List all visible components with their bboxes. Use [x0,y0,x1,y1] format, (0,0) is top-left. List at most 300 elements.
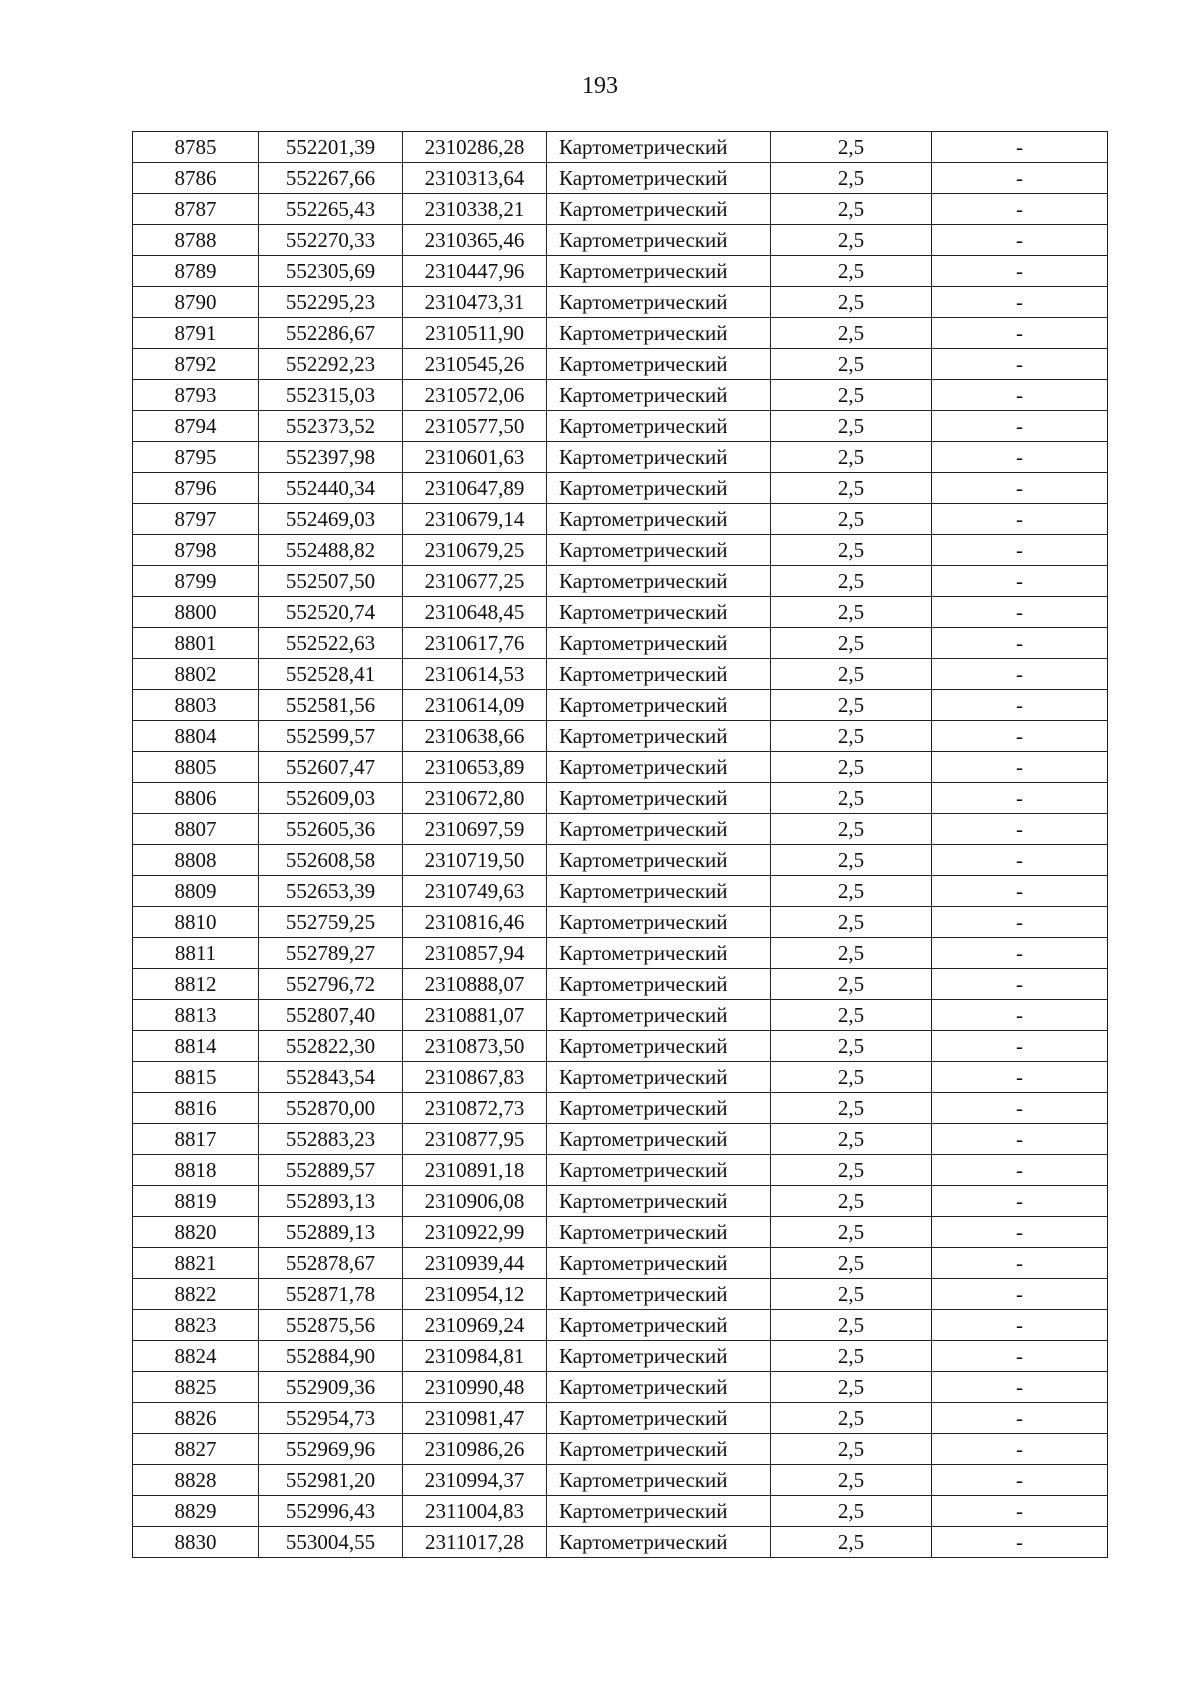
y-coordinate-cell: 2310857,94 [403,938,547,969]
y-coordinate-cell: 2310638,66 [403,721,547,752]
table-row [133,225,1108,256]
method-cell: Картометрический [547,163,771,194]
table-row [133,659,1108,690]
y-coordinate-cell: 2311004,83 [403,1496,547,1527]
y-coordinate-cell: 2310969,24 [403,1310,547,1341]
note-cell: - [932,721,1108,752]
point-number-cell: 8830 [133,1527,259,1558]
point-number-cell: 8800 [133,597,259,628]
x-coordinate-cell: 552796,72 [259,969,403,1000]
note-cell: - [932,1248,1108,1279]
accuracy-cell: 2,5 [771,814,932,845]
x-coordinate-cell: 552292,23 [259,349,403,380]
table-row [133,566,1108,597]
accuracy-cell: 2,5 [771,845,932,876]
method-cell: Картометрический [547,783,771,814]
y-coordinate-cell: 2310984,81 [403,1341,547,1372]
note-cell: - [932,380,1108,411]
point-number-cell: 8794 [133,411,259,442]
note-cell: - [932,535,1108,566]
y-coordinate-cell: 2310954,12 [403,1279,547,1310]
y-coordinate-cell: 2310677,25 [403,566,547,597]
accuracy-cell: 2,5 [771,659,932,690]
table-row [133,1310,1108,1341]
x-coordinate-cell: 552270,33 [259,225,403,256]
x-coordinate-cell: 552875,56 [259,1310,403,1341]
table-row [133,1527,1108,1558]
accuracy-cell: 2,5 [771,504,932,535]
method-cell: Картометрический [547,1279,771,1310]
x-coordinate-cell: 552608,58 [259,845,403,876]
accuracy-cell: 2,5 [771,225,932,256]
point-number-cell: 8791 [133,318,259,349]
y-coordinate-cell: 2310647,89 [403,473,547,504]
method-cell: Картометрический [547,1434,771,1465]
table-row [133,349,1108,380]
note-cell: - [932,845,1108,876]
note-cell: - [932,1279,1108,1310]
point-number-cell: 8829 [133,1496,259,1527]
accuracy-cell: 2,5 [771,1062,932,1093]
accuracy-cell: 2,5 [771,1093,932,1124]
accuracy-cell: 2,5 [771,473,932,504]
accuracy-cell: 2,5 [771,1434,932,1465]
point-number-cell: 8796 [133,473,259,504]
y-coordinate-cell: 2310614,09 [403,690,547,721]
point-number-cell: 8792 [133,349,259,380]
y-coordinate-cell: 2310990,48 [403,1372,547,1403]
accuracy-cell: 2,5 [771,1124,932,1155]
point-number-cell: 8828 [133,1465,259,1496]
accuracy-cell: 2,5 [771,1186,932,1217]
point-number-cell: 8790 [133,287,259,318]
point-number-cell: 8827 [133,1434,259,1465]
y-coordinate-cell: 2310511,90 [403,318,547,349]
accuracy-cell: 2,5 [771,1403,932,1434]
table-row [133,969,1108,1000]
accuracy-cell: 2,5 [771,256,932,287]
method-cell: Картометрический [547,1217,771,1248]
x-coordinate-cell: 552759,25 [259,907,403,938]
y-coordinate-cell: 2310365,46 [403,225,547,256]
y-coordinate-cell: 2310653,89 [403,752,547,783]
accuracy-cell: 2,5 [771,628,932,659]
y-coordinate-cell: 2310338,21 [403,194,547,225]
point-number-cell: 8788 [133,225,259,256]
accuracy-cell: 2,5 [771,690,932,721]
method-cell: Картометрический [547,1093,771,1124]
table-row [133,256,1108,287]
point-number-cell: 8820 [133,1217,259,1248]
y-coordinate-cell: 2310577,50 [403,411,547,442]
accuracy-cell: 2,5 [771,411,932,442]
note-cell: - [932,1341,1108,1372]
page-number: 193 [582,73,618,99]
method-cell: Картометрический [547,504,771,535]
table-row [133,1000,1108,1031]
point-number-cell: 8810 [133,907,259,938]
x-coordinate-cell: 552996,43 [259,1496,403,1527]
note-cell: - [932,1093,1108,1124]
table-row [133,380,1108,411]
y-coordinate-cell: 2310614,53 [403,659,547,690]
accuracy-cell: 2,5 [771,1341,932,1372]
point-number-cell: 8786 [133,163,259,194]
method-cell: Картометрический [547,194,771,225]
x-coordinate-cell: 552807,40 [259,1000,403,1031]
note-cell: - [932,1372,1108,1403]
accuracy-cell: 2,5 [771,349,932,380]
point-number-cell: 8802 [133,659,259,690]
method-cell: Картометрический [547,628,771,659]
point-number-cell: 8807 [133,814,259,845]
y-coordinate-cell: 2310872,73 [403,1093,547,1124]
method-cell: Картометрический [547,1124,771,1155]
point-number-cell: 8787 [133,194,259,225]
method-cell: Картометрический [547,411,771,442]
x-coordinate-cell: 552305,69 [259,256,403,287]
accuracy-cell: 2,5 [771,1031,932,1062]
x-coordinate-cell: 552469,03 [259,504,403,535]
table-row [133,628,1108,659]
table-row [133,876,1108,907]
method-cell: Картометрический [547,442,771,473]
method-cell: Картометрический [547,1465,771,1496]
method-cell: Картометрический [547,256,771,287]
note-cell: - [932,1062,1108,1093]
y-coordinate-cell: 2310672,80 [403,783,547,814]
note-cell: - [932,783,1108,814]
note-cell: - [932,1000,1108,1031]
x-coordinate-cell: 552599,57 [259,721,403,752]
y-coordinate-cell: 2310816,46 [403,907,547,938]
x-coordinate-cell: 552893,13 [259,1186,403,1217]
note-cell: - [932,132,1108,163]
y-coordinate-cell: 2310572,06 [403,380,547,411]
note-cell: - [932,814,1108,845]
method-cell: Картометрический [547,132,771,163]
y-coordinate-cell: 2310981,47 [403,1403,547,1434]
method-cell: Картометрический [547,1372,771,1403]
point-number-cell: 8799 [133,566,259,597]
note-cell: - [932,349,1108,380]
point-number-cell: 8805 [133,752,259,783]
x-coordinate-cell: 552581,56 [259,690,403,721]
note-cell: - [932,163,1108,194]
method-cell: Картометрический [547,535,771,566]
y-coordinate-cell: 2310617,76 [403,628,547,659]
note-cell: - [932,318,1108,349]
y-coordinate-cell: 2310873,50 [403,1031,547,1062]
method-cell: Картометрический [547,814,771,845]
method-cell: Картометрический [547,1000,771,1031]
accuracy-cell: 2,5 [771,969,932,1000]
method-cell: Картометрический [547,1496,771,1527]
accuracy-cell: 2,5 [771,194,932,225]
accuracy-cell: 2,5 [771,1527,932,1558]
method-cell: Картометрический [547,287,771,318]
point-number-cell: 8811 [133,938,259,969]
x-coordinate-cell: 552507,50 [259,566,403,597]
method-cell: Картометрический [547,876,771,907]
table-row [133,1124,1108,1155]
point-number-cell: 8815 [133,1062,259,1093]
accuracy-cell: 2,5 [771,1279,932,1310]
method-cell: Картометрический [547,845,771,876]
y-coordinate-cell: 2310679,25 [403,535,547,566]
accuracy-cell: 2,5 [771,907,932,938]
note-cell: - [932,473,1108,504]
table-row [133,163,1108,194]
table-row [133,411,1108,442]
accuracy-cell: 2,5 [771,1217,932,1248]
table-row [133,938,1108,969]
x-coordinate-cell: 552871,78 [259,1279,403,1310]
x-coordinate-cell: 552267,66 [259,163,403,194]
table-row [133,194,1108,225]
accuracy-cell: 2,5 [771,597,932,628]
x-coordinate-cell: 552286,67 [259,318,403,349]
point-number-cell: 8785 [133,132,259,163]
y-coordinate-cell: 2310877,95 [403,1124,547,1155]
accuracy-cell: 2,5 [771,721,932,752]
y-coordinate-cell: 2310286,28 [403,132,547,163]
table-row [133,1031,1108,1062]
table-row [133,1434,1108,1465]
table-row [133,1093,1108,1124]
accuracy-cell: 2,5 [771,1000,932,1031]
x-coordinate-cell: 552884,90 [259,1341,403,1372]
x-coordinate-cell: 552843,54 [259,1062,403,1093]
table-row [133,752,1108,783]
note-cell: - [932,1155,1108,1186]
point-number-cell: 8806 [133,783,259,814]
coordinates-table [132,131,1108,1558]
note-cell: - [932,1031,1108,1062]
point-number-cell: 8801 [133,628,259,659]
method-cell: Картометрический [547,1310,771,1341]
y-coordinate-cell: 2310473,31 [403,287,547,318]
note-cell: - [932,225,1108,256]
table-row [133,814,1108,845]
note-cell: - [932,690,1108,721]
note-cell: - [932,1124,1108,1155]
accuracy-cell: 2,5 [771,380,932,411]
accuracy-cell: 2,5 [771,1465,932,1496]
accuracy-cell: 2,5 [771,752,932,783]
table-row [133,287,1108,318]
accuracy-cell: 2,5 [771,132,932,163]
method-cell: Картометрический [547,907,771,938]
point-number-cell: 8797 [133,504,259,535]
method-cell: Картометрический [547,752,771,783]
note-cell: - [932,287,1108,318]
x-coordinate-cell: 552889,57 [259,1155,403,1186]
x-coordinate-cell: 552789,27 [259,938,403,969]
table-row [133,132,1108,163]
table-row [133,1465,1108,1496]
x-coordinate-cell: 552373,52 [259,411,403,442]
note-cell: - [932,876,1108,907]
accuracy-cell: 2,5 [771,535,932,566]
x-coordinate-cell: 552969,96 [259,1434,403,1465]
table-row [133,721,1108,752]
method-cell: Картометрический [547,225,771,256]
point-number-cell: 8825 [133,1372,259,1403]
point-number-cell: 8816 [133,1093,259,1124]
accuracy-cell: 2,5 [771,876,932,907]
method-cell: Картометрический [547,473,771,504]
x-coordinate-cell: 552605,36 [259,814,403,845]
y-coordinate-cell: 2310749,63 [403,876,547,907]
accuracy-cell: 2,5 [771,1155,932,1186]
note-cell: - [932,1403,1108,1434]
note-cell: - [932,1217,1108,1248]
y-coordinate-cell: 2310867,83 [403,1062,547,1093]
accuracy-cell: 2,5 [771,1496,932,1527]
table-row [133,1496,1108,1527]
method-cell: Картометрический [547,1155,771,1186]
x-coordinate-cell: 552609,03 [259,783,403,814]
note-cell: - [932,969,1108,1000]
x-coordinate-cell: 552397,98 [259,442,403,473]
x-coordinate-cell: 552981,20 [259,1465,403,1496]
point-number-cell: 8823 [133,1310,259,1341]
y-coordinate-cell: 2311017,28 [403,1527,547,1558]
method-cell: Картометрический [547,380,771,411]
table-row [133,783,1108,814]
method-cell: Картометрический [547,938,771,969]
accuracy-cell: 2,5 [771,163,932,194]
note-cell: - [932,566,1108,597]
table-row [133,845,1108,876]
method-cell: Картометрический [547,659,771,690]
x-coordinate-cell: 552520,74 [259,597,403,628]
accuracy-cell: 2,5 [771,287,932,318]
x-coordinate-cell: 552883,23 [259,1124,403,1155]
table-row [133,597,1108,628]
x-coordinate-cell: 552201,39 [259,132,403,163]
point-number-cell: 8789 [133,256,259,287]
table-row [133,1403,1108,1434]
x-coordinate-cell: 552822,30 [259,1031,403,1062]
accuracy-cell: 2,5 [771,1310,932,1341]
note-cell: - [932,938,1108,969]
x-coordinate-cell: 553004,55 [259,1527,403,1558]
table-row [133,1186,1108,1217]
method-cell: Картометрический [547,690,771,721]
note-cell: - [932,659,1108,690]
y-coordinate-cell: 2310697,59 [403,814,547,845]
table-row [133,504,1108,535]
x-coordinate-cell: 552265,43 [259,194,403,225]
accuracy-cell: 2,5 [771,1372,932,1403]
x-coordinate-cell: 552889,13 [259,1217,403,1248]
table-row [133,1248,1108,1279]
method-cell: Картометрический [547,1403,771,1434]
y-coordinate-cell: 2310888,07 [403,969,547,1000]
note-cell: - [932,1186,1108,1217]
table-row [133,907,1108,938]
point-number-cell: 8813 [133,1000,259,1031]
y-coordinate-cell: 2310986,26 [403,1434,547,1465]
y-coordinate-cell: 2310679,14 [403,504,547,535]
x-coordinate-cell: 552607,47 [259,752,403,783]
method-cell: Картометрический [547,597,771,628]
accuracy-cell: 2,5 [771,566,932,597]
method-cell: Картометрический [547,1527,771,1558]
note-cell: - [932,1527,1108,1558]
x-coordinate-cell: 552315,03 [259,380,403,411]
note-cell: - [932,752,1108,783]
note-cell: - [932,1434,1108,1465]
point-number-cell: 8795 [133,442,259,473]
point-number-cell: 8822 [133,1279,259,1310]
point-number-cell: 8819 [133,1186,259,1217]
x-coordinate-cell: 552653,39 [259,876,403,907]
x-coordinate-cell: 552909,36 [259,1372,403,1403]
accuracy-cell: 2,5 [771,318,932,349]
point-number-cell: 8808 [133,845,259,876]
method-cell: Картометрический [547,1248,771,1279]
table-body [133,132,1108,1558]
method-cell: Картометрический [547,1186,771,1217]
note-cell: - [932,194,1108,225]
x-coordinate-cell: 552528,41 [259,659,403,690]
table-row [133,1341,1108,1372]
point-number-cell: 8793 [133,380,259,411]
note-cell: - [932,504,1108,535]
point-number-cell: 8817 [133,1124,259,1155]
point-number-cell: 8804 [133,721,259,752]
table-row [133,690,1108,721]
x-coordinate-cell: 552954,73 [259,1403,403,1434]
table-row [133,1372,1108,1403]
y-coordinate-cell: 2310881,07 [403,1000,547,1031]
accuracy-cell: 2,5 [771,783,932,814]
x-coordinate-cell: 552870,00 [259,1093,403,1124]
point-number-cell: 8812 [133,969,259,1000]
x-coordinate-cell: 552488,82 [259,535,403,566]
method-cell: Картометрический [547,969,771,1000]
note-cell: - [932,1310,1108,1341]
note-cell: - [932,256,1108,287]
accuracy-cell: 2,5 [771,1248,932,1279]
accuracy-cell: 2,5 [771,442,932,473]
note-cell: - [932,907,1108,938]
y-coordinate-cell: 2310648,45 [403,597,547,628]
table-row [133,535,1108,566]
table-row [133,473,1108,504]
note-cell: - [932,442,1108,473]
method-cell: Картометрический [547,566,771,597]
note-cell: - [932,411,1108,442]
table-row [133,1279,1108,1310]
method-cell: Картометрический [547,721,771,752]
method-cell: Картометрический [547,1062,771,1093]
note-cell: - [932,628,1108,659]
y-coordinate-cell: 2310891,18 [403,1155,547,1186]
note-cell: - [932,1465,1108,1496]
x-coordinate-cell: 552878,67 [259,1248,403,1279]
y-coordinate-cell: 2310313,64 [403,163,547,194]
point-number-cell: 8814 [133,1031,259,1062]
x-coordinate-cell: 552295,23 [259,287,403,318]
point-number-cell: 8818 [133,1155,259,1186]
method-cell: Картометрический [547,318,771,349]
method-cell: Картометрический [547,349,771,380]
point-number-cell: 8798 [133,535,259,566]
